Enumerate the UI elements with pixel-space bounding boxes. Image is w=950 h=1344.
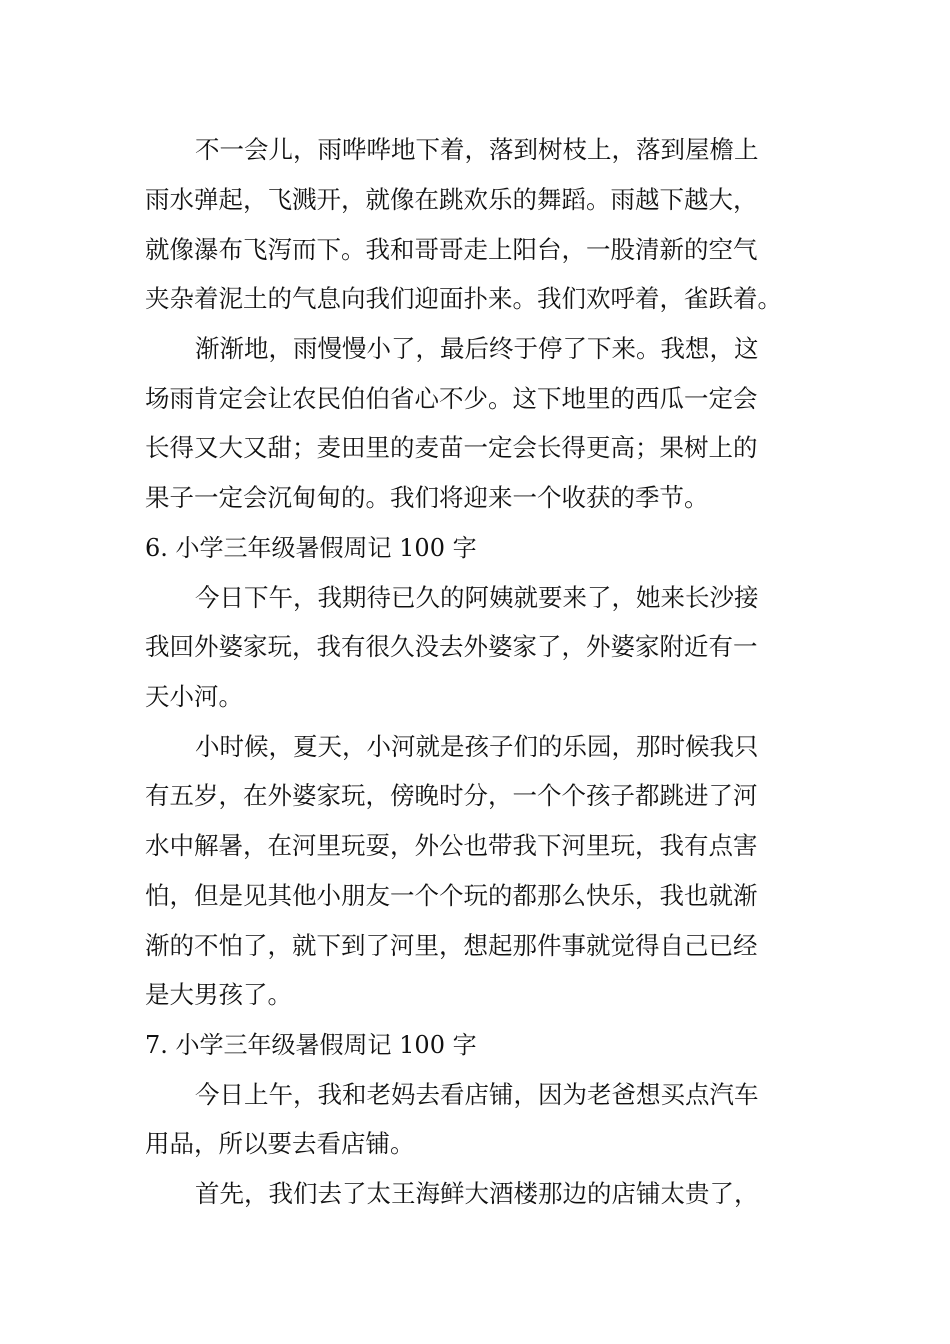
paragraph-line: 果子一定会沉甸甸的。我们将迎来一个收获的季节。 — [145, 483, 709, 512]
paragraph-line: 是大男孩了。 — [145, 980, 292, 1009]
paragraph-line: 小时候，夏天，小河就是孩子们的乐园，那时候我只 — [195, 732, 759, 761]
paragraph-line: 天小河。 — [145, 682, 243, 711]
paragraph-line: 用品，所以要去看店铺。 — [145, 1129, 415, 1158]
paragraph-line: 夹杂着泥土的气息向我们迎面扑来。我们欢呼着，雀跃着。 — [145, 284, 782, 313]
paragraph-line: 我回外婆家玩，我有很久没去外婆家了，外婆家附近有一 — [145, 632, 758, 661]
paragraph-line: 雨水弹起，飞溅开，就像在跳欢乐的舞蹈。雨越下越大， — [145, 185, 758, 214]
paragraph-line: 有五岁，在外婆家玩，傍晚时分，一个个孩子都跳进了河 — [145, 781, 758, 810]
paragraph-line: 不一会儿，雨哗哗地下着，落到树枝上，落到屋檐上 — [195, 135, 759, 164]
paragraph-line: 渐的不怕了，就下到了河里，想起那件事就觉得自己已经 — [145, 931, 758, 960]
paragraph-line: 今日下午，我期待已久的阿姨就要来了，她来长沙接 — [195, 583, 759, 612]
section-heading: 6. 小学三年级暑假周记 100 字 — [145, 534, 477, 562]
paragraph-line: 场雨肯定会让农民伯伯省心不少。这下地里的西瓜一定会 — [145, 384, 758, 413]
paragraph-line: 怕，但是见其他小朋友一个个玩的都那么快乐，我也就渐 — [145, 881, 758, 910]
paragraph-line: 水中解暑，在河里玩耍，外公也带我下河里玩，我有点害 — [145, 831, 758, 860]
section-heading: 7. 小学三年级暑假周记 100 字 — [145, 1031, 477, 1059]
paragraph-line: 就像瀑布飞泻而下。我和哥哥走上阳台，一股清新的空气 — [145, 235, 758, 264]
paragraph-line: 长得又大又甜；麦田里的麦苗一定会长得更高；果树上的 — [145, 433, 758, 462]
paragraph-line: 今日上午，我和老妈去看店铺，因为老爸想买点汽车 — [195, 1080, 759, 1109]
paragraph-line: 首先，我们去了太王海鲜大酒楼那边的店铺太贵了， — [195, 1179, 759, 1208]
paragraph-line: 渐渐地，雨慢慢小了，最后终于停了下来。我想，这 — [195, 334, 759, 363]
